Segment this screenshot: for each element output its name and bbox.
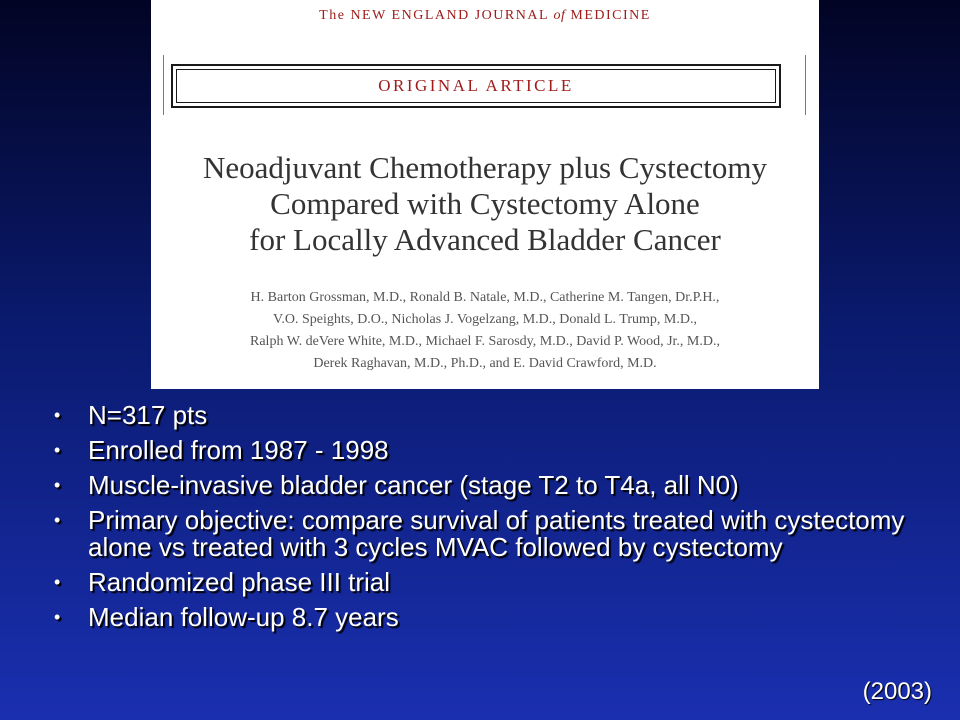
- bullet-list: [50, 402, 930, 639]
- bullet-item: [50, 569, 930, 596]
- bullet-item: [50, 402, 930, 429]
- rule-left: [163, 55, 164, 115]
- author-line: Ralph W. deVere White, M.D., Michael F. Sarosdy, M.D., David P. Wood, Jr., M.D.,: [250, 334, 720, 349]
- bullet-text: Muscle-invasive bladder cancer (stage T2 to T4a, all N0): [88, 470, 739, 500]
- article-type-box: [171, 64, 781, 108]
- article-title-line: for Locally Advanced Bladder Cancer: [249, 222, 721, 257]
- article-title-line: Compared with Cystectomy Alone: [270, 186, 700, 221]
- article-title: [151, 150, 819, 258]
- bullet-icon: •: [54, 510, 61, 530]
- bullet-icon: •: [54, 440, 61, 460]
- journal-of: of: [553, 8, 566, 23]
- article-authors: [151, 287, 819, 375]
- bullet-text: Primary objective: compare survival of patients treated with cystectomy alone vs treated with 3 cycles MVAC followed by cystectomy: [88, 505, 905, 562]
- journal-end: MEDICINE: [565, 8, 651, 23]
- rule-right: [805, 55, 806, 115]
- bullet-icon: •: [54, 607, 61, 627]
- bullet-item: [50, 507, 930, 561]
- author-line: H. Barton Grossman, M.D., Ronald B. Natale, M.D., Catherine M. Tangen, Dr.P.H.,: [250, 290, 720, 305]
- publication-year: (2003): [862, 678, 932, 705]
- bullet-text: Randomized phase III trial: [88, 567, 391, 597]
- bullet-item: [50, 604, 930, 631]
- journal-main: NEW ENGLAND JOURNAL: [350, 8, 554, 23]
- author-line: Derek Raghavan, M.D., Ph.D., and E. David Crawford, M.D.: [313, 356, 657, 371]
- bullet-icon: •: [54, 475, 61, 495]
- bullet-icon: •: [54, 405, 61, 425]
- bullet-icon: •: [54, 572, 61, 592]
- journal-name: [151, 8, 819, 24]
- article-title-line: Neoadjuvant Chemotherapy plus Cystectomy: [203, 150, 767, 185]
- bullet-item: [50, 437, 930, 464]
- article-header-image: [151, 0, 819, 389]
- article-type: ORIGINAL ARTICLE: [378, 76, 574, 95]
- journal-prefix: The: [319, 8, 351, 23]
- bullet-text: Median follow-up 8.7 years: [88, 602, 399, 632]
- bullet-text: Enrolled from 1987 - 1998: [88, 435, 389, 465]
- bullet-item: [50, 472, 930, 499]
- bullet-text: N=317 pts: [88, 400, 208, 430]
- author-line: V.O. Speights, D.O., Nicholas J. Vogelzang, M.D., Donald L. Trump, M.D.,: [273, 312, 697, 327]
